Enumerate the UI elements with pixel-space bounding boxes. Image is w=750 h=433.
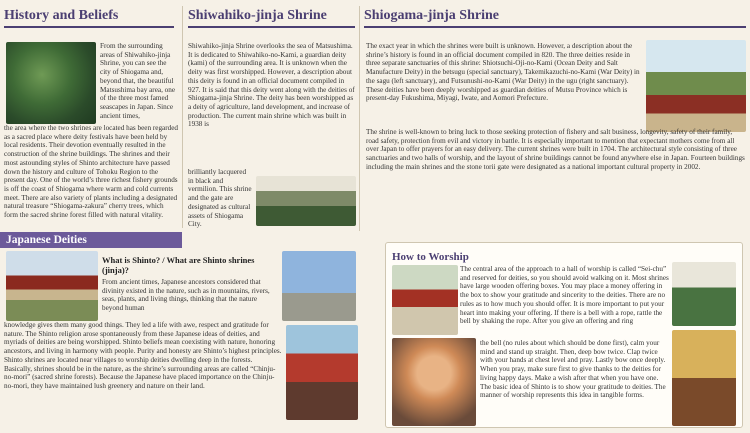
shiwahiko-paragraph: Shiwahiko-jinja Shrine overlooks the sea of Matsushima. It is dedicated to Shiwahiko-no-Kami, a guardian deity (kami) of the surrounding area. It is unknown when the deity was first worshipped. However, a description about this deity is found in an official document compiled in 927. It is said that this deity went along with the deities of Shiogama-jinja Shrine. The deity has been worshipped as a deity of agriculture, land development, and increase of production. The current main shrine which was built in 1938 is: [188, 42, 355, 129]
approach-photo: [392, 265, 458, 335]
shiwahiko-paragraph-2: brilliantly lacquered in black and vermilion. This shrine and the gate are designated as cultural assets of Shiogama City.: [188, 168, 252, 229]
praying-person-photo: [392, 338, 476, 426]
shiwahiko-heading: Shiwahiko-jinja Shrine: [188, 8, 355, 28]
shiogama-shrine-photo: [646, 40, 746, 132]
worship-paragraph-2: the bell (no rules about which should be done first), calm your mind and stand up straight. Then, deep bow twice. Clap twice with your hands at chest level and pray. Lastly bow once deeply. When you pray, make sure first to give thanks to the deities for living happy days. Make a wish after that when you have one. The basic idea of Shinto is to show your gratitude to deities. The manner of worship represents this idea in tangible forms.: [480, 339, 666, 400]
shiogama-paragraph-2: The shrine is well-known to bring luck to those seeking protection of fishery and salt business, longevity, safety of their family, road safety, protection from evil and victory in battle. It is especially important to mention that expectant mothers come from all over Japan to offer prayers for an easy delivery. The current shrines were built in 1704. The architectural style consisting of three sanctuaries and two halls of worship, and the layout of shrine buildings cannot be found anywhere else in Japan. Fourteen buildings including the main shrines and the stone torii gate were designated as a national important cultural property in 2002.: [366, 128, 745, 171]
shinto-question: What is Shinto? / What are Shinto shrines (jinja)?: [102, 255, 255, 275]
deities-heading: Japanese Deities: [0, 232, 182, 248]
column-divider: [359, 6, 360, 231]
history-heading: History and Beliefs: [4, 8, 174, 28]
shiwahiko-shrine-photo: [256, 176, 356, 226]
shiogama-paragraph: The exact year in which the shrines were built is unknown. However, a description about the shrine’s history is found in an official document compiled in 820. The three deities reside in three separate sanctuaries of this shrine: Shiotsuchi-Oji-no-Kami (Ocean Deity and Salt Manufacture Deity) in the betsugu (special sanctuary), Takemikazuchi-no-Kami (War Deity) in the sagu (left sanctuary), and Futsunushi-no-Kami (War Deity) in the ugu (right sanctuary). These deities have been deeply worshipped as guardian deities of Mutsu Province which is present-day Fukushima, Miyagi, Iwate, and Aomori Prefecture.: [366, 42, 640, 103]
history-paragraph-bottom: the area where the two shrines are located has been regarded as a sacred place where deity festivals have been held by local residents. Their devotion eventually resulted in the construction of the shrine buildings. The shrines and their most astounding styles of Shinto architecture have passed down the history and culture of Tohoku Region to the present day. One of the world’s three richest fishery grounds is off the coast of Shiogama where warm and cold currents meet. There are also variety of plants including a designated natural treasure “Shiogama-zakura” cherry trees, which form the sacred shrine forest filled with natural vitality.: [4, 124, 178, 220]
shrine-bell-photo: [672, 330, 736, 426]
torii-roof-photo: [282, 251, 356, 321]
shiogama-heading: Shiogama-jinja Shrine: [364, 8, 746, 28]
deities-paragraph-bottom: knowledge gives them many good things. They led a life with awe, respect and gratitude for nature. The Shinto religion arose spontaneously from these Japanese ideas of deities, and myriads of deities are being worshipped. Shinto beliefs mean coexisting with nature, honoring ancestors, and living in harmony with people. Purity and honesty are Shinto’s highest principles. Shinto shrines are located near villages to worship deities dwelling deep in the forests. Basically, shrines should be in the nature, as the shrine’s surrounding areas are called “Chinju-no-mori” (sacred shrine forests). Because the Japanese have placed importance on the Chinju-no-mori, they have maintained lush greenery and nature on their land.: [4, 321, 282, 390]
history-paragraph-right: From the surrounding areas of Shiwahiko-jinja Shrine, you can see the city of Shiogama and, beyond that, the beautiful Matsushima bay area, one of the three most famed seascapes in Japan. Since ancient times,: [100, 42, 176, 120]
deities-paragraph-right: From ancient times, Japanese ancestors considered that divinity existed in the nature, such as in mountains, rivers, seas, plants, and living things, thinking that the nature beyond human: [102, 278, 270, 313]
purification-photo: [672, 262, 736, 326]
shrine-gate-photo: [6, 251, 98, 321]
worship-paragraph: The central area of the approach to a hall of worship is called “Sei-chu” and reserved for deities, so you should avoid walking on it. Most shrines have large wooden offering boxes. You may place a money offering in the box to show your gratitude and sincerity to the deities. There are no rules as to how much you should offer. It is more important to put your heart into making your offering. If there is a bell with a rope, rattle the bell by shaking the rope. After you give an offering and ring: [460, 265, 669, 326]
red-hall-photo: [286, 325, 358, 420]
column-divider: [182, 6, 183, 228]
forest-photo: [6, 42, 96, 124]
worship-heading: How to Worship: [392, 251, 469, 263]
